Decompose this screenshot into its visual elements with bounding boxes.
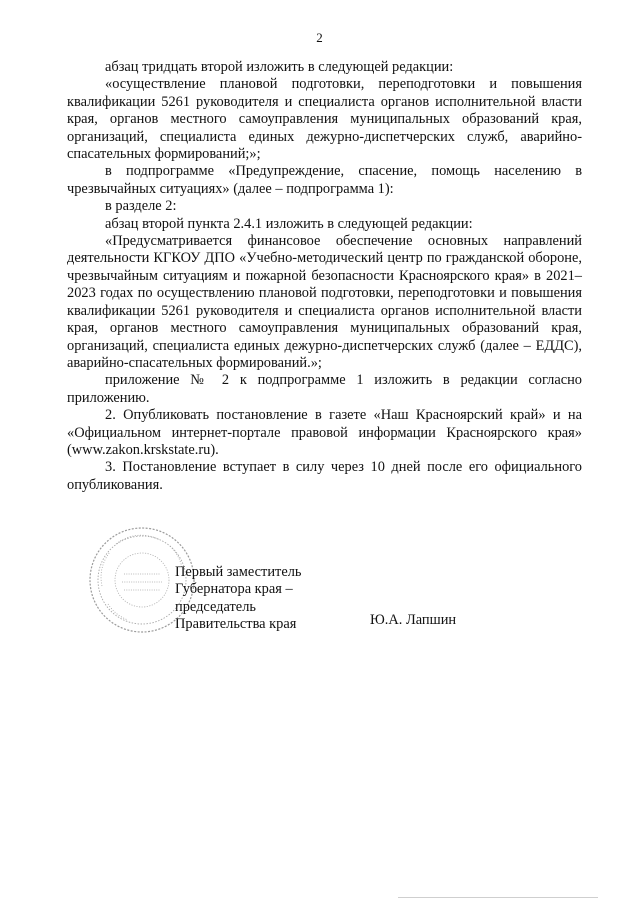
document-body bbox=[67, 59, 582, 494]
scan-artifact-line bbox=[398, 897, 598, 898]
paragraph: в разделе 2: bbox=[105, 198, 177, 215]
signer-title-line: председатель bbox=[175, 598, 256, 615]
paragraph: 2. Опубликовать постановление в газете «Наш Красноярский край» и на «Официальном интернет-портале правовой информации Красноярского края» (www.zakon.krskstate.ru). bbox=[67, 407, 582, 458]
paragraph: абзац тридцать второй изложить в следующей редакции: bbox=[105, 59, 454, 75]
signer-name: Ю.А. Лапшин bbox=[370, 612, 457, 628]
paragraph: «осуществление плановой подготовки, переподготовки и повышения квалификации 5261 руководителя и специалиста органов исполнительной власти края, органов местного самоуправления муниципальных образований края, организаций, специалиста единых дежурно-диспетчерских служб, аварийно-спасательных формирований;»; bbox=[67, 76, 582, 163]
paragraph: «Предусматривается финансовое обеспечение основных направлений деятельности КГКОУ ДПО «Учебно-методический центр по гражданской обороне, чрезвычайным ситуациям и пожарной безопасности Красноярского края» в 2021–2023 годах по осуществлению плановой подготовки, переподготовки и повышения квалификации 5261 руководителя и специалиста органов исполнительной власти края, органов местного самоуправления муниципальных образований края, организаций, специалиста единых дежурно-диспетчерских служб (далее – ЕДДС), аварийно-спасательных формирований.»; bbox=[67, 233, 582, 371]
paragraph: приложение № 2 к подпрограмме 1 изложить в редакции согласно приложению. bbox=[67, 372, 582, 406]
signer-title-line: Правительства края bbox=[175, 616, 297, 633]
signature-block bbox=[175, 564, 301, 634]
signer-title-line: Первый заместитель bbox=[175, 564, 302, 580]
paragraph: в подпрограмме «Предупреждение, спасение, помощь населению в чрезвычайных ситуациях» (далее – подпрограмма 1): bbox=[67, 163, 582, 197]
signer-title-line: Губернатора края – bbox=[175, 581, 293, 598]
paragraph: абзац второй пункта 2.4.1 изложить в следующей редакции: bbox=[105, 215, 473, 232]
page-number: 2 bbox=[316, 30, 323, 45]
paragraph: 3. Постановление вступает в силу через 10 дней после его официального опубликования. bbox=[67, 459, 582, 493]
